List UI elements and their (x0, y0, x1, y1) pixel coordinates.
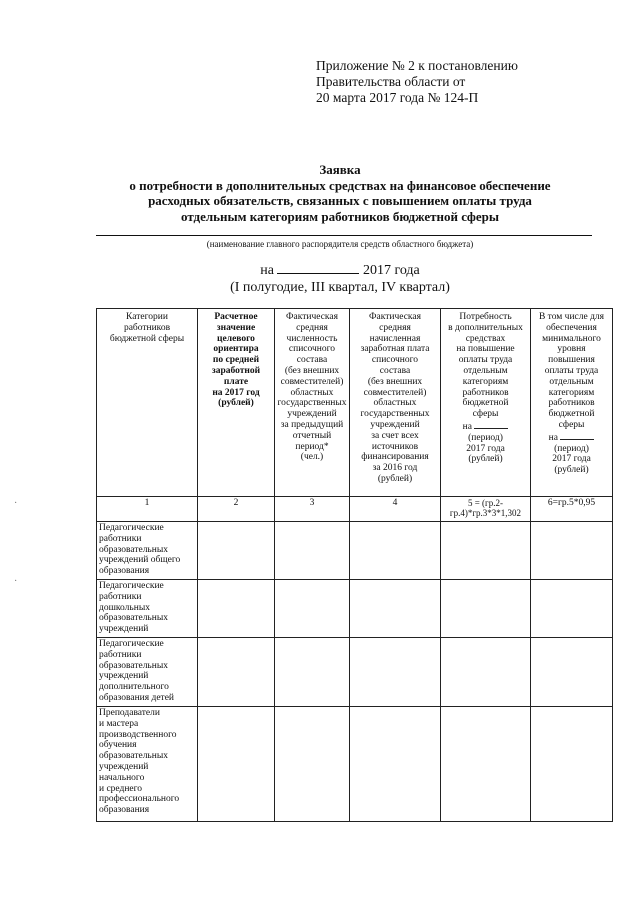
numbering-row (97, 497, 613, 522)
line-caption: (наименование главного распорядителя средств областного бюджета) (206, 239, 474, 249)
data-cell[interactable] (275, 522, 350, 580)
header-minimum-level: В том числе для обеспечения минимального уровня повышения оплаты труда отдельным категориям работников бюджетной сферы на (период) 2017 года (рублей) (531, 309, 613, 497)
col-number: 1 (97, 497, 198, 522)
document-title (80, 162, 600, 224)
table-row (97, 580, 613, 638)
data-cell[interactable] (350, 707, 441, 822)
row-category: Педагогические работники образовательных учреждений общего образования (97, 522, 198, 580)
data-cell[interactable] (441, 580, 531, 638)
period-blank (277, 262, 359, 274)
row-category: Преподаватели и мастера производственного обучения образовательных учреждений начального и среднего профессионального образования (97, 707, 198, 822)
margin-mark: · (14, 498, 18, 509)
header-headcount: Фактическая средняя численность списочного состава (без внешних совместителей) областных государственных учреждений за предыдущий отчетный период* (чел.) (275, 309, 350, 497)
data-cell[interactable] (531, 638, 613, 707)
appendix-line: Приложение № 2 к постановлению (316, 58, 518, 73)
request-table (96, 308, 613, 822)
data-cell[interactable] (350, 638, 441, 707)
data-cell[interactable] (350, 522, 441, 580)
table-row (97, 638, 613, 707)
header-actual-salary: Фактическая средняя начисленная заработная плата списочного состава (без внешних совместителей) областных государственных учреждений за счет всех источников финансирования за 2016 год (рублей) (350, 309, 441, 497)
period-prefix: на (260, 263, 274, 278)
row-category: Педагогические работники образовательных учреждений дополнительного образования детей (97, 638, 198, 707)
data-cell[interactable] (275, 580, 350, 638)
header-additional-need: Потребность в дополнительных средствах на повышение оплаты труда отдельным категориям работников бюджетной сферы на (период) 2017 года (рублей) (441, 309, 531, 497)
signature-line (96, 235, 592, 236)
table-row (97, 707, 613, 822)
data-cell[interactable] (350, 580, 441, 638)
header-target-salary: Расчетное значение целевого ориентира по средней заработной плате на 2017 год (рублей) (198, 309, 275, 497)
header-row (97, 309, 613, 497)
period-options: (I полугодие, III квартал, IV квартал) (230, 280, 450, 295)
col-formula: 6=гр.5*0,95 (531, 497, 613, 522)
data-cell[interactable] (275, 638, 350, 707)
data-cell[interactable] (198, 638, 275, 707)
data-cell[interactable] (275, 707, 350, 822)
col-formula: 5 = (гр.2- гр.4)*гр.3*3*1,302 (441, 497, 531, 522)
header-category: Категории работников бюджетной сферы (97, 309, 198, 497)
table-row (97, 522, 613, 580)
appendix-line: 20 марта 2017 года № 124-П (316, 90, 479, 105)
title-line: расходных обязательств, связанных с повышением оплаты труда (148, 193, 532, 208)
title-line: Заявка (319, 162, 361, 177)
row-category: Педагогические работники дошкольных образовательных учреждений (97, 580, 198, 638)
title-line: отдельным категориям работников бюджетной сферы (180, 208, 500, 224)
data-cell[interactable] (531, 580, 613, 638)
margin-mark: · (14, 576, 18, 587)
data-cell[interactable] (198, 580, 275, 638)
col-number: 4 (350, 497, 441, 522)
data-cell[interactable] (531, 522, 613, 580)
data-cell[interactable] (531, 707, 613, 822)
reporting-period (80, 262, 600, 296)
data-cell[interactable] (198, 522, 275, 580)
data-cell[interactable] (441, 638, 531, 707)
appendix-note (316, 58, 518, 106)
period-suffix: 2017 года (362, 263, 420, 278)
data-cell[interactable] (198, 707, 275, 822)
data-cell[interactable] (441, 522, 531, 580)
title-line: о потребности в дополнительных средствах на финансовое обеспечение (129, 177, 551, 193)
col-number: 2 (198, 497, 275, 522)
col-number: 3 (275, 497, 350, 522)
appendix-line: Правительства области от (316, 74, 466, 89)
data-cell[interactable] (441, 707, 531, 822)
